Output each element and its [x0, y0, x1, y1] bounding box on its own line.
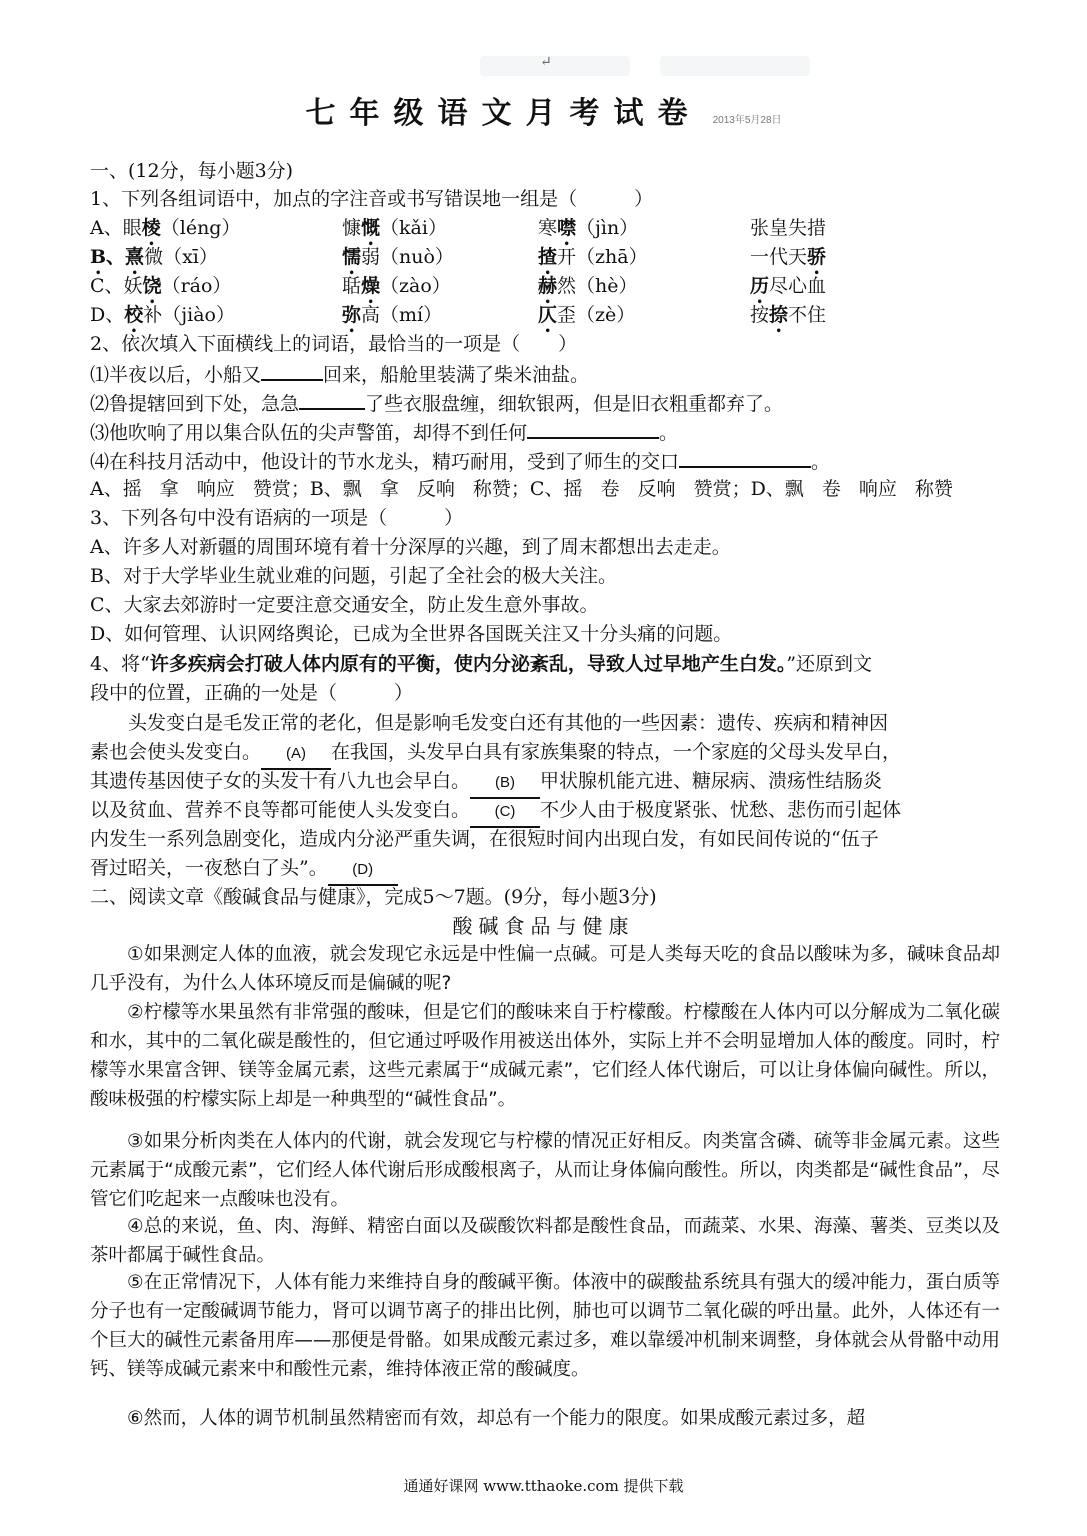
watermark-ghost	[480, 56, 630, 76]
q4-stem-2: 段中的位置，正确的一处是（ ）	[90, 682, 414, 704]
insert-mark-c: (C)	[470, 798, 540, 828]
q2-sentence-3: ⑶他吹响了用以集合队伍的尖声警笛，却得不到任何 。	[90, 417, 1000, 447]
q4-passage-4: 以及贫血、营养不良等都可能使人头发变白。 (C) 不少人由于极度紧张、忧愁、悲伤而引起体	[90, 796, 1000, 828]
footer-source: 通通好课网 www.tthaoke.com 提供下载	[403, 1477, 684, 1495]
q1-d-col2: 弥高（mí）	[342, 304, 443, 326]
q1-d-col4: 按捺不住	[750, 304, 827, 326]
insert-mark-b: (B)	[470, 769, 540, 799]
q4-passage-3: 其遗传基因使子女的头发十有八九也会早白。 (B) 甲状腺机能亢进、糖尿病、溃疡性结肠炎	[90, 767, 1000, 799]
q1-a-col4: 张皇失措	[750, 217, 827, 239]
article-paragraph-6: ⑥然而，人体的调节机制虽然精密而有效，却总有一个能力的限度。如果成酸元素过多，超	[127, 1408, 866, 1429]
article-paragraph-2: ②柠檬等水果虽然有非常强的酸味，但是它们的酸味来自于柠檬酸。柠檬酸在人体内可以分解成为二氧化碳和水，其中的二氧化碳是酸性的，但它通过呼吸作用被送出体外，实际上并不会明显增加人体的酸度。同时，柠檬等水果富含钾、镁等金属元素，这些元素属于“成碱元素”，它们经人体代谢后，可以让身体偏向碱性。所以，酸味极强的柠檬实际上却是一种典型的“碱性食品”。	[90, 1002, 1000, 1110]
q3-option-d: D、如何管理、认识网络舆论，已成为全世界各国既关注又十分头痛的问题。	[90, 623, 733, 645]
page-title: 七年级语文月考试卷	[305, 96, 702, 131]
article-paragraph-5: ⑤在正常情况下，人体有能力来维持自身的酸碱平衡。体液中的碳酸盐系统具有强大的缓冲能力，蛋白质等分子也有一定酸碱调节能力，肾可以调节离子的排出比例，肺也可以调节二氧化碳的呼出量。此外，人体还有一个巨大的碱性元素备用库——那便是骨骼。如果成酸元素过多，难以靠缓冲机制来调整，身体就会从骨骼中动用钙、镁等成碱元素来中和酸性元素，维持体液正常的酸碱度。	[90, 1272, 1000, 1380]
article-title: 酸碱食品与健康	[452, 914, 635, 938]
q3-option-c: C、大家去郊游时一定要注意交通安全，防止发生意外事故。	[90, 594, 599, 616]
q2-stem: 2、依次填入下面横线上的词语，最恰当的一项是（ ）	[90, 333, 578, 355]
watermark-ghost	[660, 56, 810, 76]
q1-stem: 1、下列各组词语中，加点的字注音或书写错误地一组是（ ）	[90, 188, 654, 210]
fill-blank[interactable]	[527, 417, 659, 439]
insert-mark-a: (A)	[261, 740, 331, 770]
q1-b-col2: 懦弱（nuò）	[342, 246, 454, 268]
fill-blank[interactable]	[679, 446, 811, 468]
q1-d-col3: 仄歪（zè）	[538, 304, 636, 326]
section2-heading: 二、阅读文章《酸碱食品与健康》，完成5～7题。(9分，每小题3分)	[90, 886, 657, 908]
q1-d-col1: D、校补（jiào）	[90, 304, 235, 326]
return-mark: ↵	[540, 54, 552, 70]
q1-b-col4: 一代天骄	[750, 246, 827, 268]
q2-sentence-1: ⑴半夜以后，小船又 回来，船舱里装满了柴米油盐。	[90, 359, 1000, 389]
article-paragraph-1: ①如果测定人体的血液，就会发现它永远是中性偏一点碱。可是人类每天吃的食品以酸味为多，碱味食品却几乎没有，为什么人体环境反而是偏碱的呢?	[90, 944, 1000, 994]
q4-passage-2: 素也会使头发变白。 (A) 在我国，头发早白具有家族集聚的特点，一个家庭的父母头发早白，	[90, 738, 1000, 770]
exam-date: 2013年5月28日	[712, 115, 782, 126]
q1-a-col2: 慷慨（kǎi）	[342, 217, 447, 239]
q1-a-col1: A、眼棱（léng）	[90, 217, 241, 239]
article-paragraph-4: ④总的来说，鱼、肉、海鲜、精密白面以及碳酸饮料都是酸性食品，而蔬菜、水果、海藻、薯类、豆类以及茶叶都属于碱性食品。	[90, 1216, 1000, 1266]
q4-passage-1: 头发变白是毛发正常的老化，但是影响毛发变白还有其他的一些因素：遗传、疾病和精神因	[128, 712, 889, 734]
q1-c-col4: 历尽心血	[750, 275, 827, 297]
fill-blank[interactable]	[261, 359, 323, 381]
title-row	[0, 88, 1087, 132]
q1-b-col1: B、熹微（xī）	[90, 246, 218, 268]
q3-option-b: B、对于大学毕业生就业难的问题，引起了全社会的极大关注。	[90, 565, 617, 587]
q1-c-col1: C、妖饶（ráo）	[90, 275, 232, 297]
q4-passage-6: 胥过昭关，一夜愁白了头”。 (D)	[90, 854, 1000, 886]
q3-option-a: A、许多人对新疆的周围环境有着十分深厚的兴趣，到了周末都想出去走走。	[90, 536, 731, 558]
q1-c-col3: 赫然（hè）	[538, 275, 638, 297]
q1-c-col2: 聒燥（zào）	[342, 275, 451, 297]
q4-stem: 4、将“许多疾病会打破人体内原有的平衡，使内分泌紊乱，导致人过早地产生白发。”还原到文	[90, 653, 873, 675]
q4-quote: 许多疾病会打破人体内原有的平衡，使内分泌紊乱，导致人过早地产生白发。	[149, 653, 787, 675]
q2-sentence-2: ⑵鲁提辖回到下处，急急 了些衣服盘缠，细软银两，但是旧衣粗重都弃了。	[90, 388, 1000, 418]
q2-options: A、摇 拿 响应 赞赏；B、飘 拿 反响 称赞；C、摇 卷 反响 赞赏；D、飘 卷 响应 称赞	[90, 478, 953, 500]
q1-a-col3: 寒噤（jìn）	[538, 217, 639, 239]
q1-b-col3: 揸开（zhā）	[538, 246, 648, 268]
q3-stem: 3、下列各句中没有语病的一项是（ ）	[90, 507, 464, 529]
q2-sentence-4: ⑷在科技月活动中，他设计的节水龙头，精巧耐用，受到了师生的交口 。	[90, 446, 1000, 476]
article-paragraph-3: ③如果分析肉类在人体内的代谢，就会发现它与柠檬的情况正好相反。肉类富含磷、硫等非金属元素。这些元素属于“成酸元素”，它们经人体代谢后形成酸根离子，从而让身体偏向酸性。所以，肉类都是“碱性食品”，尽管它们吃起来一点酸味也没有。	[90, 1131, 1000, 1210]
fill-blank[interactable]	[299, 388, 365, 410]
q4-passage-5: 内发生一系列急剧变化，造成内分泌严重失调，在很短时间内出现白发，有如民间传说的“伍子	[90, 828, 879, 850]
insert-mark-d: (D)	[328, 856, 398, 886]
section1-heading: 一、(12分，每小题3分)	[90, 160, 294, 182]
